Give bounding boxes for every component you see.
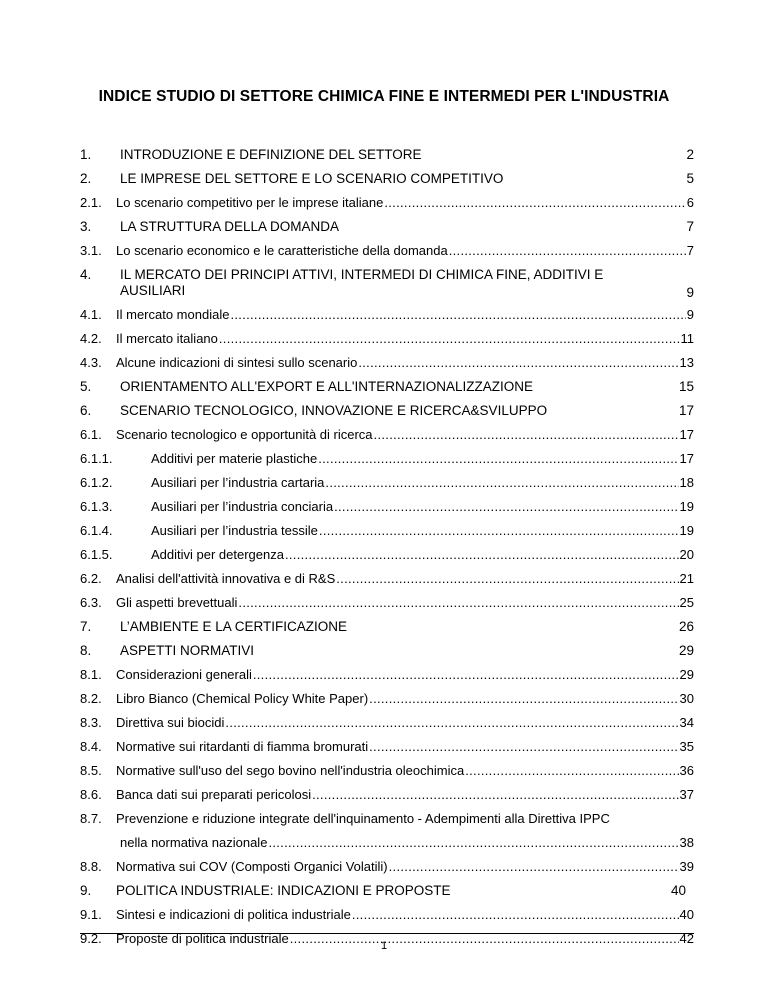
toc-entry-7[interactable] (80, 614, 694, 638)
dot-leader (334, 499, 678, 514)
toc-page: 37 (679, 787, 694, 802)
toc-entry-6-1-2[interactable] (80, 470, 694, 494)
dot-leader (319, 523, 679, 538)
toc-label: ASPETTI NORMATIVI (120, 643, 255, 658)
toc-label: L’AMBIENTE E LA CERTIFICAZIONE (120, 619, 348, 634)
toc-number: 8. (80, 643, 92, 658)
toc-label: IL MERCATO DEI PRINCIPI ATTIVI, INTERMEDI DI CHIMICA FINE, ADDITIVI E (120, 267, 604, 282)
toc-number: 6.1.5. (80, 547, 113, 562)
toc-label: Direttiva sui biocidi (116, 715, 225, 730)
toc-number: 6.1.2. (80, 475, 113, 490)
dot-leader (285, 547, 679, 562)
dot-leader (253, 667, 679, 682)
toc-number: 8.3. (80, 715, 102, 730)
toc-number: 1. (80, 147, 92, 162)
toc-page: 26 (678, 619, 694, 634)
toc-entry-4-2[interactable] (80, 326, 694, 350)
toc-label: Additivi per detergenza (151, 547, 284, 562)
dot-leader (369, 691, 678, 706)
page-number: 1 (380, 940, 388, 952)
toc-entry-8-4[interactable] (80, 734, 694, 758)
toc-entry-9[interactable] (80, 878, 694, 902)
toc-label: SCENARIO TECNOLOGICO, INNOVAZIONE E RICERCA&SVILUPPO (120, 403, 548, 418)
toc-label: Normativa sui COV (Composti Organici Volatili) (116, 859, 388, 874)
toc-label: LE IMPRESE DEL SETTORE E LO SCENARIO COMPETITIVO (120, 171, 504, 186)
toc-entry-8-8[interactable] (80, 854, 694, 878)
toc-entry-2[interactable] (80, 166, 694, 190)
toc-label: Il mercato mondiale (116, 307, 230, 322)
toc-number: 2. (80, 171, 92, 186)
toc-label: Banca dati sui preparati pericolosi (116, 787, 312, 802)
toc-entry-6-1[interactable] (80, 422, 694, 446)
document-title: INDICE STUDIO DI SETTORE CHIMICA FINE E INTERMEDI PER L'INDUSTRIA (98, 88, 670, 105)
toc-number: 8.5. (80, 763, 102, 778)
toc-label: Lo scenario economico e le caratteristiche della domanda (116, 243, 448, 258)
toc-entry-8-5[interactable] (80, 758, 694, 782)
toc-number: 6.3. (80, 595, 102, 610)
dot-leader (369, 739, 678, 754)
dot-leader (230, 307, 685, 322)
dot-leader (238, 595, 678, 610)
toc-page: 9 (686, 285, 694, 300)
dot-leader (449, 243, 686, 258)
toc-label: Normative sull'uso del sego bovino nell'industria oleochimica (116, 763, 465, 778)
toc-page: 42 (679, 931, 694, 946)
toc-page: 25 (679, 595, 694, 610)
dot-leader (312, 787, 678, 802)
toc-entry-8-3[interactable] (80, 710, 694, 734)
toc-page: 11 (680, 331, 694, 346)
toc-number: 4.2. (80, 331, 102, 346)
toc-page: 18 (679, 475, 694, 490)
dot-leader (268, 835, 678, 850)
toc-page: 2 (686, 147, 694, 162)
dot-leader (219, 331, 680, 346)
toc-number: 8.1. (80, 667, 102, 682)
toc-label: Additivi per materie plastiche (151, 451, 318, 466)
toc-label: LA STRUTTURA DELLA DOMANDA (120, 219, 340, 234)
toc-page: 29 (679, 667, 694, 682)
toc-label: ORIENTAMENTO ALL'EXPORT E ALL'INTERNAZIONALIZZAZIONE (120, 379, 534, 394)
toc-label: Ausiliari per l’industria conciaria (151, 499, 334, 514)
toc-page: 29 (678, 643, 694, 658)
toc-entry-4[interactable] (80, 262, 694, 302)
dot-leader (384, 195, 685, 210)
toc-entry-4-1[interactable] (80, 302, 694, 326)
toc-page: 17 (679, 427, 694, 442)
toc-page: 13 (679, 355, 694, 370)
toc-entry-3-1[interactable] (80, 238, 694, 262)
dot-leader (465, 763, 678, 778)
table-of-contents (80, 142, 694, 950)
toc-page: 39 (679, 859, 694, 874)
toc-entry-6-1-1[interactable] (80, 446, 694, 470)
toc-page: 38 (679, 835, 694, 850)
toc-page: 7 (686, 243, 694, 258)
toc-number: 2.1. (80, 195, 102, 210)
toc-page: 40 (670, 883, 686, 898)
toc-number: 8.4. (80, 739, 102, 754)
toc-entry-9-1[interactable] (80, 902, 694, 926)
toc-page: 15 (678, 379, 694, 394)
toc-number: 6.1. (80, 427, 102, 442)
toc-page: 30 (679, 691, 694, 706)
toc-page: 34 (679, 715, 694, 730)
toc-page: 17 (678, 403, 694, 418)
toc-number: 6. (80, 403, 92, 418)
toc-label: Prevenzione e riduzione integrate dell'inquinamento - Adempimenti alla Direttiva IPPC (116, 811, 610, 826)
toc-entry-8[interactable] (80, 638, 694, 662)
toc-page: 35 (679, 739, 694, 754)
toc-number: 3.1. (80, 243, 102, 258)
toc-number: 4. (80, 267, 92, 282)
toc-number: 8.7. (80, 811, 102, 826)
toc-entry-8-1[interactable] (80, 662, 694, 686)
toc-label: INTRODUZIONE E DEFINIZIONE DEL SETTORE (120, 147, 422, 162)
toc-page: 19 (679, 499, 694, 514)
toc-number: 7. (80, 619, 92, 634)
toc-page: 20 (679, 547, 694, 562)
toc-entry-6-1-4[interactable] (80, 518, 694, 542)
toc-label: Il mercato italiano (116, 331, 218, 346)
toc-label: Gli aspetti brevettuali (116, 595, 238, 610)
toc-label: Scenario tecnologico e opportunità di ricerca (116, 427, 373, 442)
dot-leader (325, 475, 678, 490)
toc-entry-8-2[interactable] (80, 686, 694, 710)
toc-number: 4.1. (80, 307, 102, 322)
toc-number: 8.2. (80, 691, 102, 706)
toc-page: 17 (679, 451, 694, 466)
toc-page: 7 (686, 219, 694, 234)
toc-number: 9. (80, 883, 92, 898)
toc-entry-3[interactable] (80, 214, 694, 238)
toc-number: 9.2. (80, 931, 102, 946)
toc-number: 6.2. (80, 571, 102, 586)
dot-leader (374, 427, 679, 442)
toc-number: 8.8. (80, 859, 102, 874)
toc-entry-6-1-5[interactable] (80, 542, 694, 566)
toc-entry-6-3[interactable] (80, 590, 694, 614)
toc-label: Sintesi e indicazioni di politica industriale (116, 907, 351, 922)
toc-number: 6.1.3. (80, 499, 113, 514)
toc-number: 3. (80, 219, 92, 234)
toc-entry-6[interactable] (80, 398, 694, 422)
toc-number: 4.3. (80, 355, 102, 370)
toc-entry-1[interactable] (80, 142, 694, 166)
toc-page: 21 (679, 571, 694, 586)
toc-number: 6.1.4. (80, 523, 113, 538)
toc-label: Ausiliari per l’industria cartaria (151, 475, 325, 490)
toc-page: 5 (686, 171, 694, 186)
toc-label-continued: nella normativa nazionale (120, 835, 268, 850)
toc-label: Libro Bianco (Chemical Policy White Paper) (116, 691, 369, 706)
dot-leader (318, 451, 678, 466)
dot-leader (352, 907, 679, 922)
dot-leader (358, 355, 678, 370)
toc-label: Considerazioni generali (116, 667, 252, 682)
toc-page: 36 (679, 763, 694, 778)
toc-number: 9.1. (80, 907, 102, 922)
dot-leader (225, 715, 678, 730)
toc-entry-5[interactable] (80, 374, 694, 398)
toc-page: 6 (686, 195, 694, 210)
toc-number: 6.1.1. (80, 451, 113, 466)
toc-page: 40 (679, 907, 694, 922)
toc-label: Proposte di politica industriale (116, 931, 289, 946)
toc-entry-4-3[interactable] (80, 350, 694, 374)
toc-page: 19 (679, 523, 694, 538)
toc-page: 9 (686, 307, 694, 322)
toc-entry-8-7[interactable] (80, 806, 694, 854)
dot-leader (389, 859, 679, 874)
toc-entry-6-1-3[interactable] (80, 494, 694, 518)
toc-label: POLITICA INDUSTRIALE: INDICAZIONI E PROPOSTE (116, 883, 451, 898)
toc-number: 5. (80, 379, 92, 394)
toc-label-continued: AUSILIARI (120, 283, 186, 298)
toc-label: Lo scenario competitivo per le imprese italiane (116, 195, 384, 210)
toc-number: 8.6. (80, 787, 102, 802)
dot-leader (336, 571, 678, 586)
footer-divider (80, 933, 694, 934)
toc-entry-8-6[interactable] (80, 782, 694, 806)
toc-label: Normative sui ritardanti di fiamma bromurati (116, 739, 369, 754)
toc-label: Ausiliari per l’industria tessile (151, 523, 318, 538)
toc-entry-2-1[interactable] (80, 190, 694, 214)
toc-label: Analisi dell'attività innovativa e di R&S (116, 571, 336, 586)
toc-entry-6-2[interactable] (80, 566, 694, 590)
toc-label: Alcune indicazioni di sintesi sullo scenario (116, 355, 358, 370)
